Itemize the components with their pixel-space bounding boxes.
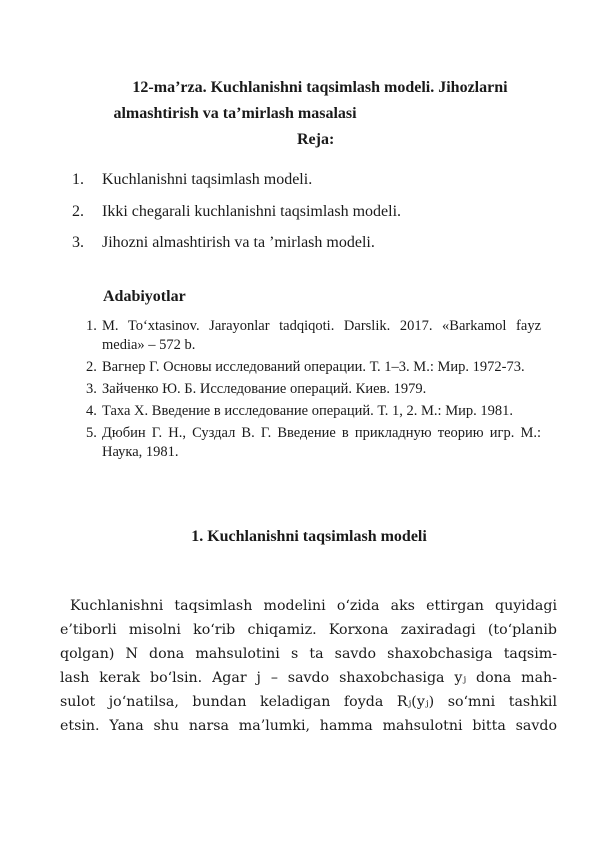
plan-item-text: Ikki chegarali kuchlanishni taqsimlash modeli. <box>102 202 402 220</box>
literature-item <box>86 317 541 355</box>
literature-item <box>86 402 541 421</box>
plan-heading: Reja: <box>297 131 335 148</box>
literature-list <box>86 317 541 465</box>
literature-heading: Adabiyotlar <box>103 288 186 305</box>
body-paragraph <box>60 594 557 738</box>
plan-item-number: 3. <box>72 234 84 251</box>
literature-item-text: M. To‘xtasinov. Jarayonlar tadqiqoti. Darslik. 2017. «Barkamol fayz media» – 572 b. <box>102 318 541 353</box>
paragraph-line: qolgan) N dona mahsulotini s ta savdo shaxobchasiga taqsim- <box>60 646 557 662</box>
lecture-title-line-1: 12-ma’rza. Kuchlanishni taqsimlash modeli. Jihozlarni <box>132 79 508 96</box>
paragraph-line: lash kerak bo‘lsin. Agar j – savdo shaxobchasiga yⱼ dona mah- <box>60 670 557 686</box>
paragraph-line: Kuchlanishni taqsimlash modelini o‘zida aks ettirgan quyidagi <box>70 598 557 614</box>
literature-item-number: 1. <box>86 318 97 334</box>
paragraph-line: sulot jo‘natilsa, bundan keladigan foyda Rⱼ(yⱼ) so‘mni tashkil <box>60 694 557 710</box>
plan-item-text: Jihozni almashtirish va ta ’mirlash modeli. <box>102 234 375 251</box>
plan-item-number: 1. <box>72 171 84 188</box>
literature-item-number: 3. <box>86 381 97 397</box>
section-title: 1. Kuchlanishni taqsimlash modeli <box>191 528 427 545</box>
paragraph-line: e’tiborli misolni ko‘rib chiqamiz. Korxona zaxiradagi (to‘planib <box>60 622 557 638</box>
lecture-title-line-2: almashtirish va ta’mirlash masalasi <box>113 105 357 122</box>
plan-item-text: Kuchlanishni taqsimlash modeli. <box>102 171 313 188</box>
literature-item-number: 4. <box>86 403 97 419</box>
literature-item-text: Вагнер Г. Основы исследований операции. Т. 1–3. М.: Мир. 1972-73. <box>102 359 525 375</box>
literature-item <box>86 358 541 377</box>
literature-item-text: Таха Х. Введение в исследование операций. Т. 1, 2. М.: Мир. 1981. <box>102 403 513 419</box>
plan-item-number: 2. <box>72 202 84 220</box>
literature-item <box>86 380 541 399</box>
literature-item-text: Дюбин Г. Н., Суздал В. Г. Введение в прикладную теорию игр. М.: Наука, 1981. <box>102 425 541 460</box>
literature-item-text: Зайченко Ю. Б. Исследование операций. Киев. 1979. <box>102 381 427 397</box>
plan-item <box>72 227 552 259</box>
plan-list <box>72 164 552 259</box>
literature-item-number: 5. <box>86 425 97 441</box>
literature-item-number: 2. <box>86 359 97 375</box>
plan-item <box>72 164 552 196</box>
plan-item <box>72 196 552 228</box>
paragraph-line: etsin. Yana shu narsa ma’lumki, hamma mahsulotni bitta savdo <box>60 718 557 734</box>
literature-item <box>86 424 541 462</box>
